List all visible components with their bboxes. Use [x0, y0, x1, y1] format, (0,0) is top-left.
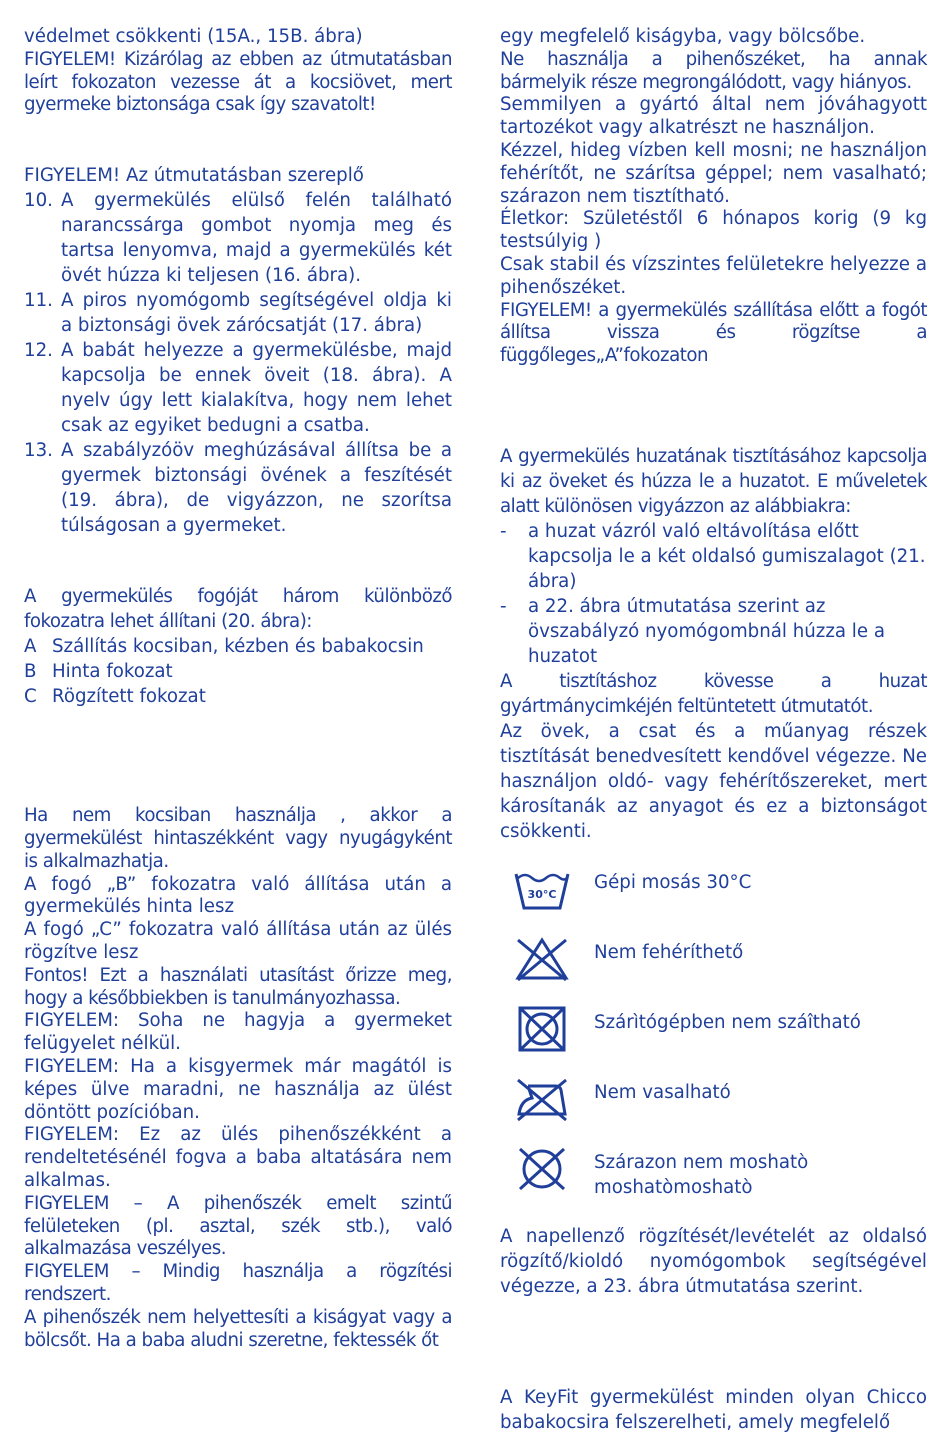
care-symbol-iron: [500, 1074, 927, 1144]
handle-option-b: B Hinta fokozat: [24, 661, 173, 683]
care-label: Nem fehéríthető: [594, 941, 744, 963]
usage-paragraph: Fontos! Ezt a használati utasítást őrizze meg, hogy a későbbiekben is tanulmányozhassa.: [24, 964, 452, 1009]
care-label: Szárazon nem moshatò moshatòmoshatò: [594, 1151, 809, 1198]
wash-30-icon: [512, 864, 572, 914]
cleaning-after: A tisztításhoz kövesse a huzat gyártmánycimkéjén feltüntetett útmutatót.: [500, 670, 927, 717]
usage-paragraph: A fogó „B” fokozatra való állítása után a gyermekülés hinta lesz: [24, 873, 452, 918]
cleaning-after: Az övek, a csat és a műanyag részek tisztítását benedvesített kendővel végezze. Ne használjon oldó- vagy fehérítőszereket, mert károsítanák az anyagot és ez a biztonságot csökkenti.: [500, 720, 927, 842]
intro-warning: FIGYELEM! Kizárólag az ebben az útmutatásban leírt fokozaton vezesse át a kocsiövet, mert gyermeke biztonsága csak így szavatolt!: [24, 48, 452, 116]
intro-line-1: védelmet csökkenti (15A., 15B. ábra): [24, 26, 363, 47]
right-paragraph: Ne használja a pihenőszéket, ha annak bármelyik része megrongálódott, vagy hiányos.: [500, 48, 927, 93]
no-tumble-dry-icon: [512, 1004, 572, 1054]
usage-paragraph: FIGYELEM: Ha a kisgyermek már magától is képes ülve maradni, ne használja az ülést döntött pozícióban.: [24, 1055, 452, 1123]
usage-paragraph: FIGYELEM – Mindig használja a rögzítési rendszert.: [24, 1261, 452, 1305]
right-paragraph: Kézzel, hideg vízben kell mosni; ne használjon fehérítőt, ne szárítsa géppel; nem vasalható; szárazon nem tisztítható.: [500, 139, 927, 207]
care-symbol-dryer: [500, 1004, 927, 1074]
usage-paragraph: A fogó „C” fokozatra való állítása után az ülés rögzítve lesz: [24, 919, 452, 963]
handle-option-a: A Szállítás kocsiban, kézben és babakocsin: [24, 636, 424, 658]
list-item: 13. A szabályzóöv meghúzásával állítsa be a gyermek biztonsági övének a feszítését (19. ábra), de vigyázzon, ne szorítsa túlságosan a gyermeket.: [24, 440, 452, 537]
care-symbol-wash: [500, 864, 927, 934]
figyelem-heading: FIGYELEM! Az útmutatásban szereplő: [24, 165, 364, 187]
right-paragraph: egy megfelelő kiságyba, vagy bölcsőbe.: [500, 26, 866, 47]
cleaning-step: - a huzat vázról való eltávolítása előtt kapcsolja le a két oldalsó gumiszalagot (21. ábra): [500, 520, 926, 592]
right-paragraph: Életkor: Születéstől 6 hónapos korig (9 kg testsúlyig ): [500, 208, 927, 253]
care-label: Gépi mosás 30°C: [594, 871, 752, 893]
right-column: [500, 26, 927, 1435]
handle-option-c: C Rögzített fokozat: [24, 686, 206, 708]
no-bleach-icon: [512, 934, 572, 984]
list-item: 10. A gyermekülés elülső felén található narancssárga gombot nyomja meg és tartsa lenyomva, majd a gyermekülés két övét húzza ki teljesen (16. ábra).: [24, 190, 452, 287]
usage-paragraph: FIGYELEM – A pihenőszék emelt szintű felületeken (pl. asztal, szék stb.), való alkalmazása veszélyes.: [24, 1192, 452, 1260]
usage-paragraph: A pihenőszék nem helyettesíti a kiságyat vagy a bölcsőt. Ha a baba aludni szeretne, fektessék őt: [24, 1306, 452, 1351]
steps-list: [24, 188, 452, 538]
care-label: Szárìtógépben nem száîtható: [594, 1011, 861, 1033]
list-item: 11. A piros nyomógomb segítségével oldja ki a biztonsági övek zárócsatját (17. ábra): [24, 290, 452, 337]
usage-paragraph: FIGYELEM: Soha ne hagyja a gyermeket felügyelet nélkül.: [24, 1010, 452, 1055]
no-iron-icon: [512, 1074, 572, 1124]
cleaning-step: - a 22. ábra útmutatása szerint az övszabályzó nyomógombnál húzza le a huzatot: [500, 595, 885, 667]
right-paragraph: Csak stabil és vízszintes felületekre helyezze a pihenőszéket.: [500, 253, 927, 298]
no-dry-clean-icon: [512, 1144, 572, 1194]
care-symbol-dryclean: [500, 1144, 927, 1224]
list-item: 12. A babát helyezze a gyermekülésbe, majd kapcsolja be ennek öveit (18. ábra). A nyelv úgy lett kialakítva, hogy nem lehet csak az egyiket bedugni a csatba.: [24, 340, 452, 437]
care-label: Nem vasalható: [594, 1081, 731, 1103]
left-column: [24, 26, 452, 1352]
cleaning-intro: A gyermekülés huzatának tisztításához kapcsolja ki az öveket és húzza le a huzatot. E műveletek alatt különösen vigyázzon az alábbiakra:: [500, 445, 927, 517]
keyfit-paragraph: A KeyFit gyermekülést minden olyan Chicco babakocsira felszerelheti, amely megfelelő: [500, 1386, 927, 1433]
care-symbol-bleach: [500, 934, 927, 1004]
usage-paragraph: FIGYELEM: Ez az ülés pihenőszékként a rendeltetésénél fogva a baba altatására nem alkalmas.: [24, 1124, 452, 1191]
right-paragraph: Semmilyen a gyártó által nem jóváhagyott tartozékot vagy alkatrészt ne használjon.: [500, 94, 927, 139]
usage-paragraph: Ha nem kocsiban használja , akkor a gyermekülést hintaszékként vagy nyugágyként is alkalmazhatja.: [24, 805, 452, 872]
svg-text:30°C: 30°C: [527, 887, 557, 901]
canopy-paragraph: A napellenző rögzítését/levételét az oldalsó rögzítő/kioldó nyomógombok segítségével végezze, a 23. ábra útmutatása szerint.: [500, 1225, 927, 1297]
right-paragraph: FIGYELEM! a gyermekülés szállítása előtt a fogót állítsa vissza és rögzítse a függőleges„A”fokozaton: [500, 299, 927, 367]
handle-intro: A gyermekülés fogóját három különböző fokozatra lehet állítani (20. ábra):: [24, 586, 452, 633]
